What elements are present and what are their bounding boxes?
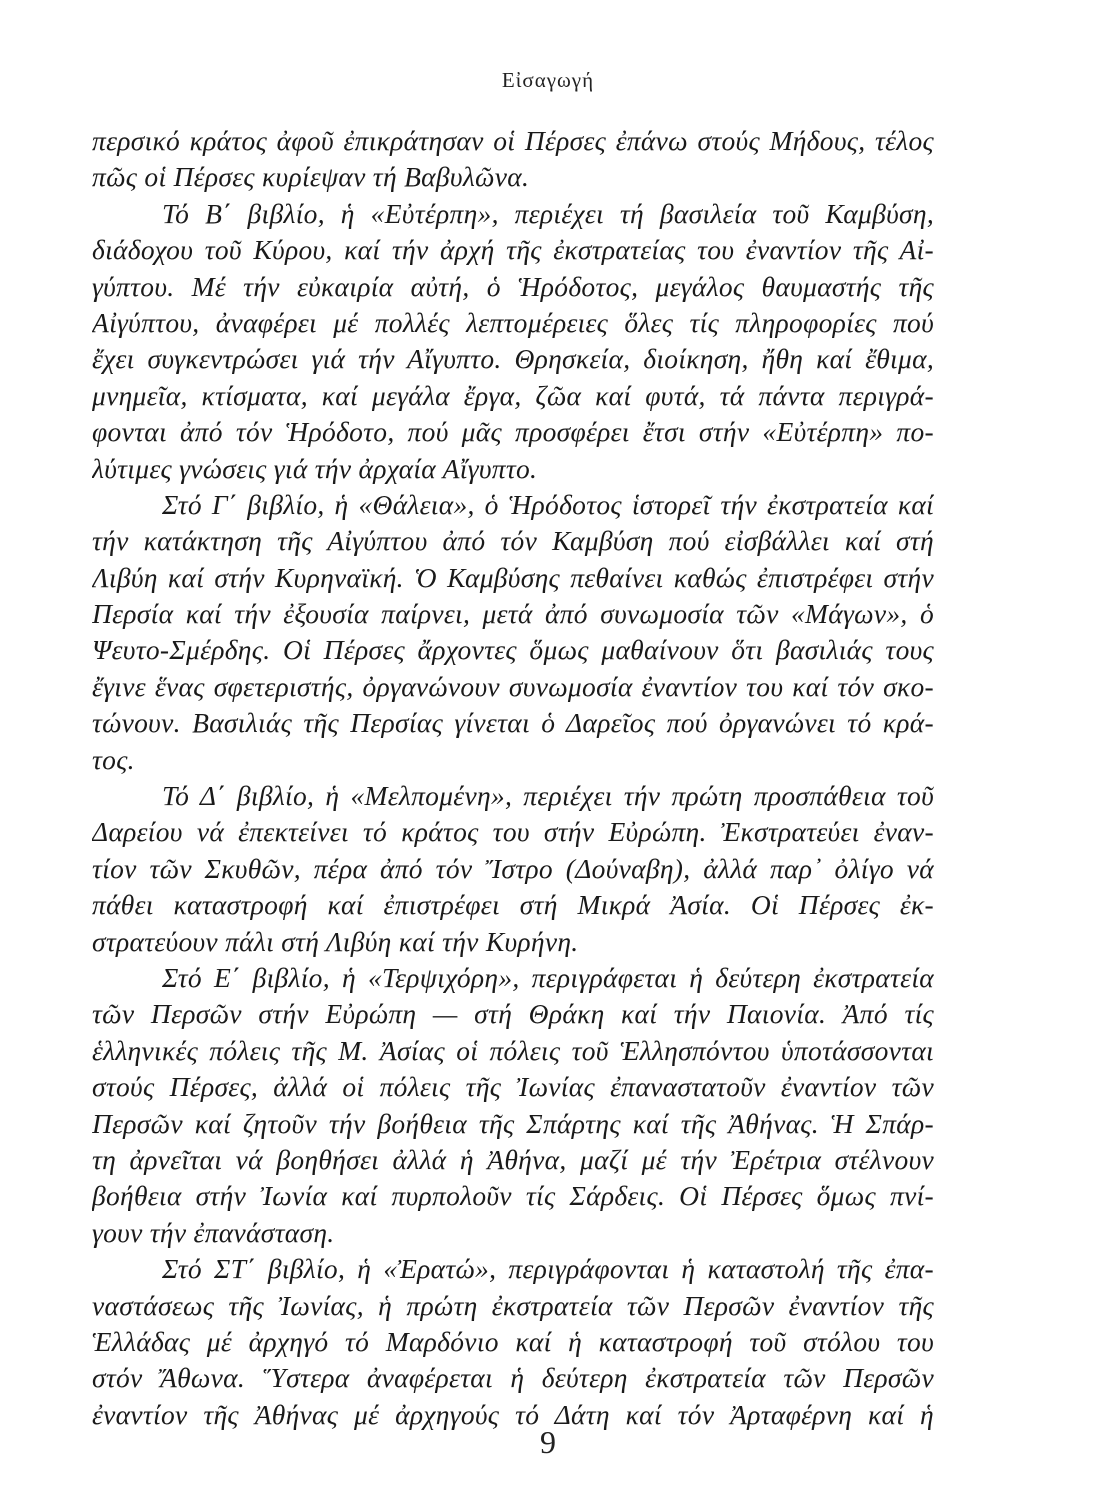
text-line: γουν τήν ἐπανάσταση.	[92, 1216, 335, 1248]
text-line: τήν κατάκτηση τῆς Αἰγύπτου ἀπό τόν Καμβύση πού εἰσβάλλει καί στή	[92, 525, 934, 557]
text-line: Στό Γ΄ βιβλίο, ἡ «Θάλεια», ὁ Ἡρόδοτος ἱστορεῖ τήν ἐκστρατεία καί	[162, 488, 934, 520]
text-line: πάθει καταστροφή καί ἐπιστρέφει στή Μικρά Ἀσία. Οἱ Πέρσες ἐκ-	[92, 889, 934, 921]
text-line: τος.	[92, 743, 135, 775]
text-line: Περσῶν καί ζητοῦν τήν βοήθεια τῆς Σπάρτης καί τῆς Ἀθήνας. Ἡ Σπάρ-	[92, 1107, 934, 1139]
text-line: Περσία καί τήν ἐξουσία παίρνει, μετά ἀπό συνωμοσία τῶν «Μάγων», ὁ	[92, 598, 934, 630]
text-line: στούς Πέρσες, ἀλλά οἱ πόλεις τῆς Ἰωνίας ἐπαναστατοῦν ἐναντίον τῶν	[92, 1071, 934, 1103]
text-line: Ἑλλάδας μέ ἀρχηγό τό Μαρδόνιο καί ἡ καταστροφή τοῦ στόλου του	[92, 1325, 934, 1357]
text-line: ἔγινε ἕνας σφετεριστής, ὀργανώνουν συνωμοσία ἐναντίον του καί τόν σκο-	[92, 670, 934, 702]
text-line: τη ἀρνεῖται νά βοηθήσει ἀλλά ἡ Ἀθήνα, μαζί μέ τήν Ἐρέτρια στέλνουν	[92, 1143, 934, 1175]
text-line: φονται ἀπό τόν Ἡρόδοτο, πού μᾶς προσφέρει ἔτσι στήν «Εὐτέρπη» πο-	[92, 416, 934, 448]
text-line: ἐναντίον τῆς Ἀθήνας μέ ἀρχηγούς τό Δάτη καί τόν Ἀρταφέρνη καί ἡ	[92, 1398, 934, 1430]
text-line: τώνουν. Βασιλιάς τῆς Περσίας γίνεται ὁ Δαρεῖος πού ὀργανώνει τό κρά-	[92, 707, 934, 739]
text-line: Λιβύη καί στήν Κυρηναϊκή. Ὁ Καμβύσης πεθαίνει καθώς ἐπιστρέφει στήν	[92, 561, 934, 593]
text-line: τίον τῶν Σκυθῶν, πέρα ἀπό τόν Ἴστρο (Δούναβη), ἀλλά παρ᾽ ὀλίγο νά	[92, 852, 934, 884]
text-line: πῶς οἱ Πέρσες κυρίεψαν τή Βαβυλῶνα.	[92, 161, 530, 193]
text-line: τῶν Περσῶν στήν Εὐρώπη — στή Θράκη καί τήν Παιονία. Ἀπό τίς	[92, 998, 934, 1030]
text-line: γύπτου. Μέ τήν εὐκαιρία αὐτή, ὁ Ἡρόδοτος, μεγάλος θαυμαστής τῆς	[92, 270, 934, 302]
text-line: Στό Ε΄ βιβλίο, ἡ «Τερψιχόρη», περιγράφεται ἡ δεύτερη ἐκστρατεία	[162, 961, 934, 993]
text-line: Ψευτο-Σμέρδης. Οἱ Πέρσες ἄρχοντες ὅμως μαθαίνουν ὅτι βασιλιάς τους	[92, 634, 934, 666]
text-line: διάδοχου τοῦ Κύρου, καί τήν ἀρχή τῆς ἐκστρατείας του ἐναντίον τῆς Αἰ-	[92, 234, 934, 266]
text-line: ναστάσεως τῆς Ἰωνίας, ἡ πρώτη ἐκστρατεία τῶν Περσῶν ἐναντίον τῆς	[92, 1289, 934, 1321]
text-line: Τό Β΄ βιβλίο, ἡ «Εὐτέρπη», περιέχει τή βασιλεία τοῦ Καμβύση,	[162, 197, 934, 229]
text-line: Δαρείου νά ἐπεκτείνει τό κράτος του στήν Εὐρώπη. Ἐκστρατεύει ἐναν-	[92, 816, 934, 848]
text-line: Αἰγύπτου, ἀναφέρει μέ πολλές λεπτομέρειες ὅλες τίς πληροφορίες πού	[92, 306, 934, 338]
text-line: Τό Δ΄ βιβλίο, ἡ «Μελπομένη», περιέχει τήν πρώτη προσπάθεια τοῦ	[162, 780, 934, 812]
body-text	[92, 123, 934, 1433]
text-line: περσικό κράτος ἀφοῦ ἐπικράτησαν οἱ Πέρσες ἐπάνω στούς Μήδους, τέλος	[92, 125, 934, 156]
text-line: μνημεῖα, κτίσματα, καί μεγάλα ἔργα, ζῶα καί φυτά, τά πάντα περιγρά-	[92, 379, 934, 411]
text-line: ἔχει συγκεντρώσει γιά τήν Αἴγυπτο. Θρησκεία, διοίκηση, ἤθη καί ἔθιμα,	[92, 343, 934, 375]
text-line: Στό ΣΤ΄ βιβλίο, ἡ «Ἐρατώ», περιγράφονται ἡ καταστολή τῆς ἐπα-	[162, 1253, 934, 1285]
page-number: 9	[540, 1424, 556, 1460]
text-line: ἑλληνικές πόλεις τῆς Μ. Ἀσίας οἱ πόλεις τοῦ Ἑλλησπόντου ὑποτάσσονται	[92, 1034, 934, 1066]
text-line: στρατεύουν πάλι στή Λιβύη καί τήν Κυρήνη.	[92, 925, 579, 957]
text-line: λύτιμες γνώσεις γιά τήν ἀρχαία Αἴγυπτο.	[92, 452, 538, 484]
text-line: βοήθεια στήν Ἰωνία καί πυρπολοῦν τίς Σάρδεις. Οἱ Πέρσες ὅμως πνί-	[92, 1180, 934, 1212]
running-head: Εἰσαγωγή	[501, 68, 595, 92]
text-line: στόν Ἄθωνα. Ὕστερα ἀναφέρεται ἡ δεύτερη ἐκστρατεία τῶν Περσῶν	[92, 1362, 934, 1394]
